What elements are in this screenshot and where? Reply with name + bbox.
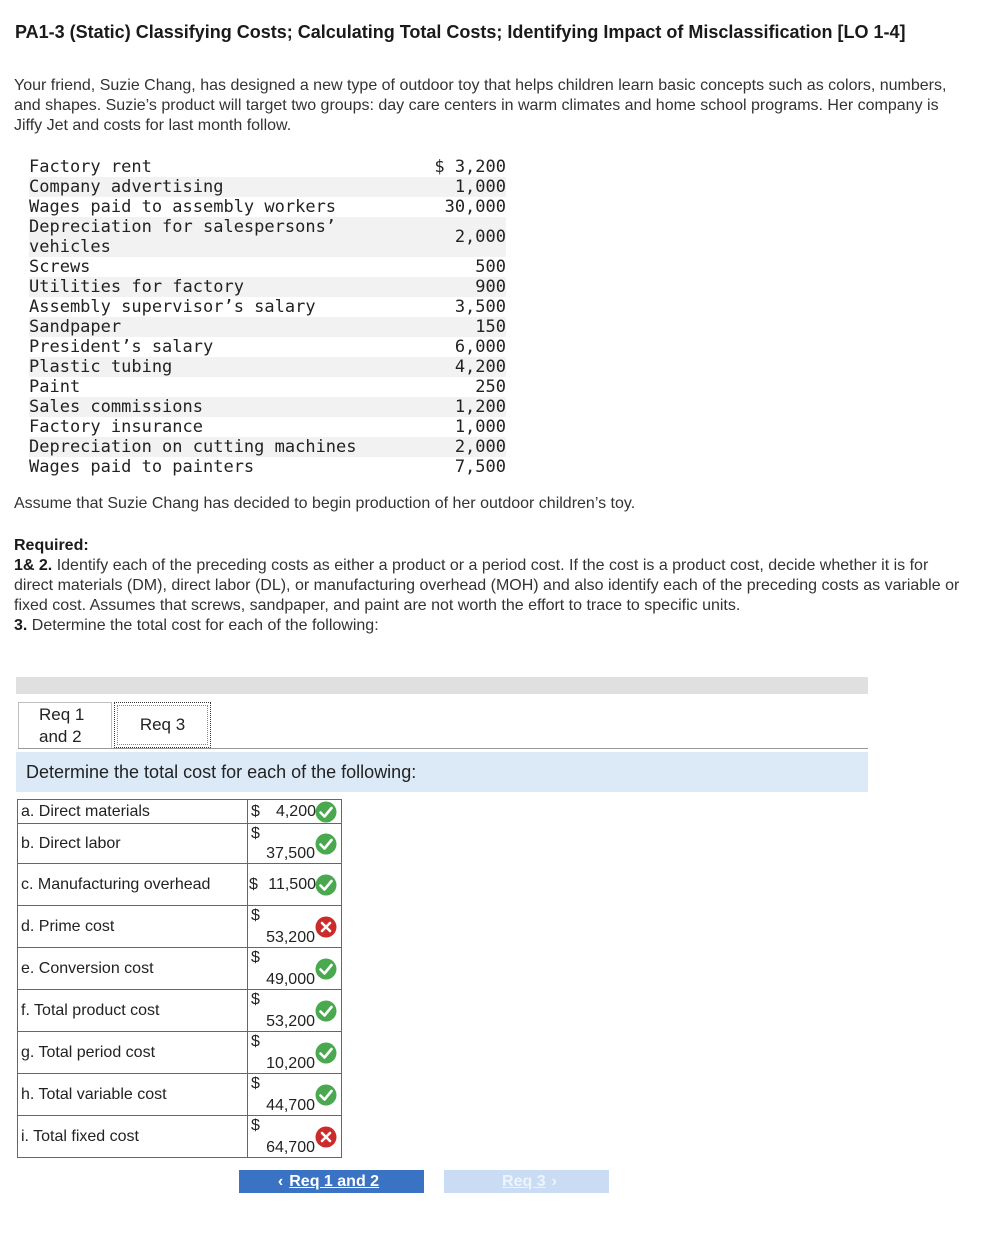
answer-row [18, 800, 342, 824]
cost-label: Utilities for factory [29, 277, 244, 297]
cost-amount: $ 3,200 [434, 157, 506, 177]
tab-divider [18, 748, 868, 749]
cost-label: Paint [29, 377, 81, 397]
answer-value: 53,200 [266, 929, 315, 946]
currency-symbol: $ [251, 1117, 260, 1134]
answer-input[interactable] [248, 864, 342, 906]
cost-amount: 1,000 [454, 417, 506, 437]
cost-amount: 250 [475, 377, 506, 397]
cost-row [29, 377, 506, 397]
answer-label: d. Prime cost [18, 906, 248, 948]
cost-row [29, 177, 506, 197]
answer-value: 44,700 [266, 1097, 315, 1114]
cost-label: Sandpaper [29, 317, 122, 337]
cost-amount: 1,000 [454, 177, 506, 197]
check-icon [315, 874, 337, 896]
answer-value: 4,200 [275, 802, 316, 820]
answer-input[interactable] [248, 1032, 342, 1074]
answer-value: 37,500 [266, 845, 315, 862]
tab-req-3-label: Req 3 [139, 715, 186, 734]
cost-label: Sales commissions [29, 397, 203, 417]
answer-input[interactable] [248, 1116, 342, 1158]
cost-label: Depreciation on cutting machines [29, 437, 357, 457]
answer-label: b. Direct labor [18, 824, 248, 864]
answer-input[interactable] [248, 1074, 342, 1116]
cost-label: Wages paid to painters [29, 457, 255, 477]
answer-input[interactable] [248, 800, 342, 824]
answer-row [18, 1032, 342, 1074]
answer-value: 10,200 [266, 1055, 315, 1072]
cost-amount: 3,500 [454, 297, 506, 317]
x-mark-icon [315, 1126, 337, 1148]
answer-row [18, 906, 342, 948]
chevron-left-icon: ‹ [277, 1172, 284, 1190]
req12-number: 1& 2. [14, 557, 53, 574]
cost-label: Factory rent [29, 157, 152, 177]
answer-input[interactable] [248, 906, 342, 948]
cost-row [29, 297, 506, 317]
cost-row [29, 257, 506, 277]
cost-amount: 150 [475, 317, 506, 337]
cost-label: Company advertising [29, 177, 224, 197]
required-heading: Required: [14, 537, 89, 554]
cost-row [29, 317, 506, 337]
answer-row [18, 990, 342, 1032]
answer-label: i. Total fixed cost [18, 1116, 248, 1158]
tab-req-3[interactable] [114, 702, 211, 748]
answer-input[interactable] [248, 824, 342, 864]
required-section [14, 536, 964, 636]
answer-table [17, 799, 342, 1158]
currency-symbol: $ [251, 907, 260, 924]
cost-amount: 500 [475, 257, 506, 277]
answer-row [18, 1116, 342, 1158]
cost-label: President’s salary [29, 337, 214, 357]
answer-label: a. Direct materials [18, 800, 248, 824]
check-icon [315, 1000, 337, 1022]
cost-row [29, 197, 506, 217]
assumption-text: Assume that Suzie Chang has decided to begin production of her outdoor children’s toy. [14, 495, 636, 512]
cost-label: Plastic tubing [29, 357, 173, 377]
answer-label: c. Manufacturing overhead [18, 864, 248, 906]
prev-button[interactable] [239, 1170, 424, 1193]
cost-label: Wages paid to assembly workers [29, 197, 337, 217]
cost-amount: 30,000 [444, 197, 506, 217]
currency-symbol: $ [251, 991, 260, 1008]
answer-value: 49,000 [266, 971, 315, 988]
progress-bar [16, 677, 868, 694]
check-icon [315, 801, 337, 823]
cost-row [29, 417, 506, 437]
answer-value: 11,500 [268, 875, 316, 893]
cost-label: Screws [29, 257, 91, 277]
answer-label: f. Total product cost [18, 990, 248, 1032]
intro-text: Your friend, Suzie Chang, has designed a new type of outdoor toy that helps children learn basic concepts such as colors, numbers, and shapes. Suzie’s product will target two groups: day care centers in warm climates and home school programs. Her company is Jiffy Jet and costs for last month follow. [14, 77, 947, 134]
x-mark-icon [315, 916, 337, 938]
req3-text: Determine the total cost for each of the following: [31, 617, 379, 634]
currency-symbol: $ [251, 802, 260, 820]
cost-row [29, 437, 506, 457]
answer-input[interactable] [248, 948, 342, 990]
cost-amount: 2,000 [454, 437, 506, 457]
next-button[interactable] [444, 1170, 609, 1193]
cost-amount: 2,000 [454, 227, 506, 247]
chevron-right-icon: › [551, 1172, 557, 1190]
answer-label: g. Total period cost [18, 1032, 248, 1074]
cost-label: Depreciation for salespersons’ vehicles [29, 217, 347, 257]
cost-row [29, 337, 506, 357]
answer-row [18, 948, 342, 990]
cost-list [29, 157, 506, 477]
req12-text: Identify each of the preceding costs as either a product or a period cost. If the cost is a product cost, decide whether it is for direct materials (DM), direct labor (DL), or manufacturing overhead (MOH) and also identify each of the preceding costs as variable or fixed cost. Assumes that screws, sandpaper, and paint are not worth the effort to trace to specific units. [14, 557, 960, 614]
prev-button-label: Req 1 and 2 [289, 1172, 380, 1190]
currency-symbol: $ [251, 1033, 260, 1050]
cost-amount: 900 [475, 277, 506, 297]
answer-input[interactable] [248, 990, 342, 1032]
instruction-banner: Determine the total cost for each of the following: [16, 752, 868, 792]
req3-number: 3. [14, 617, 28, 634]
cost-row [29, 397, 506, 417]
tab-req-1-and-2-label: Req 1 and 2 [39, 704, 85, 746]
cost-amount: 4,200 [454, 357, 506, 377]
cost-amount: 1,200 [454, 397, 506, 417]
answer-row [18, 824, 342, 864]
answer-row [18, 864, 342, 906]
answer-label: h. Total variable cost [18, 1074, 248, 1116]
cost-row [29, 277, 506, 297]
cost-amount: 6,000 [454, 337, 506, 357]
currency-symbol: $ [251, 949, 260, 966]
next-button-label: Req 3 [502, 1172, 546, 1190]
cost-row [29, 457, 506, 477]
cost-label: Factory insurance [29, 417, 203, 437]
check-icon [315, 958, 337, 980]
cost-amount: 7,500 [454, 457, 506, 477]
answer-value: 64,700 [266, 1139, 315, 1156]
page-title: PA1-3 (Static) Classifying Costs; Calculating Total Costs; Identifying Impact of Misclassification [LO 1-4] [15, 22, 906, 42]
currency-symbol: $ [249, 875, 258, 893]
answer-label: e. Conversion cost [18, 948, 248, 990]
check-icon [315, 833, 337, 855]
cost-row [29, 217, 506, 257]
currency-symbol: $ [251, 825, 260, 842]
cost-label: Assembly supervisor’s salary [29, 297, 316, 317]
tab-req-1-and-2[interactable] [18, 702, 112, 748]
answer-row [18, 1074, 342, 1116]
cost-row [29, 157, 506, 177]
cost-row [29, 357, 506, 377]
check-icon [315, 1042, 337, 1064]
currency-symbol: $ [251, 1075, 260, 1092]
check-icon [315, 1084, 337, 1106]
answer-value: 53,200 [266, 1013, 315, 1030]
